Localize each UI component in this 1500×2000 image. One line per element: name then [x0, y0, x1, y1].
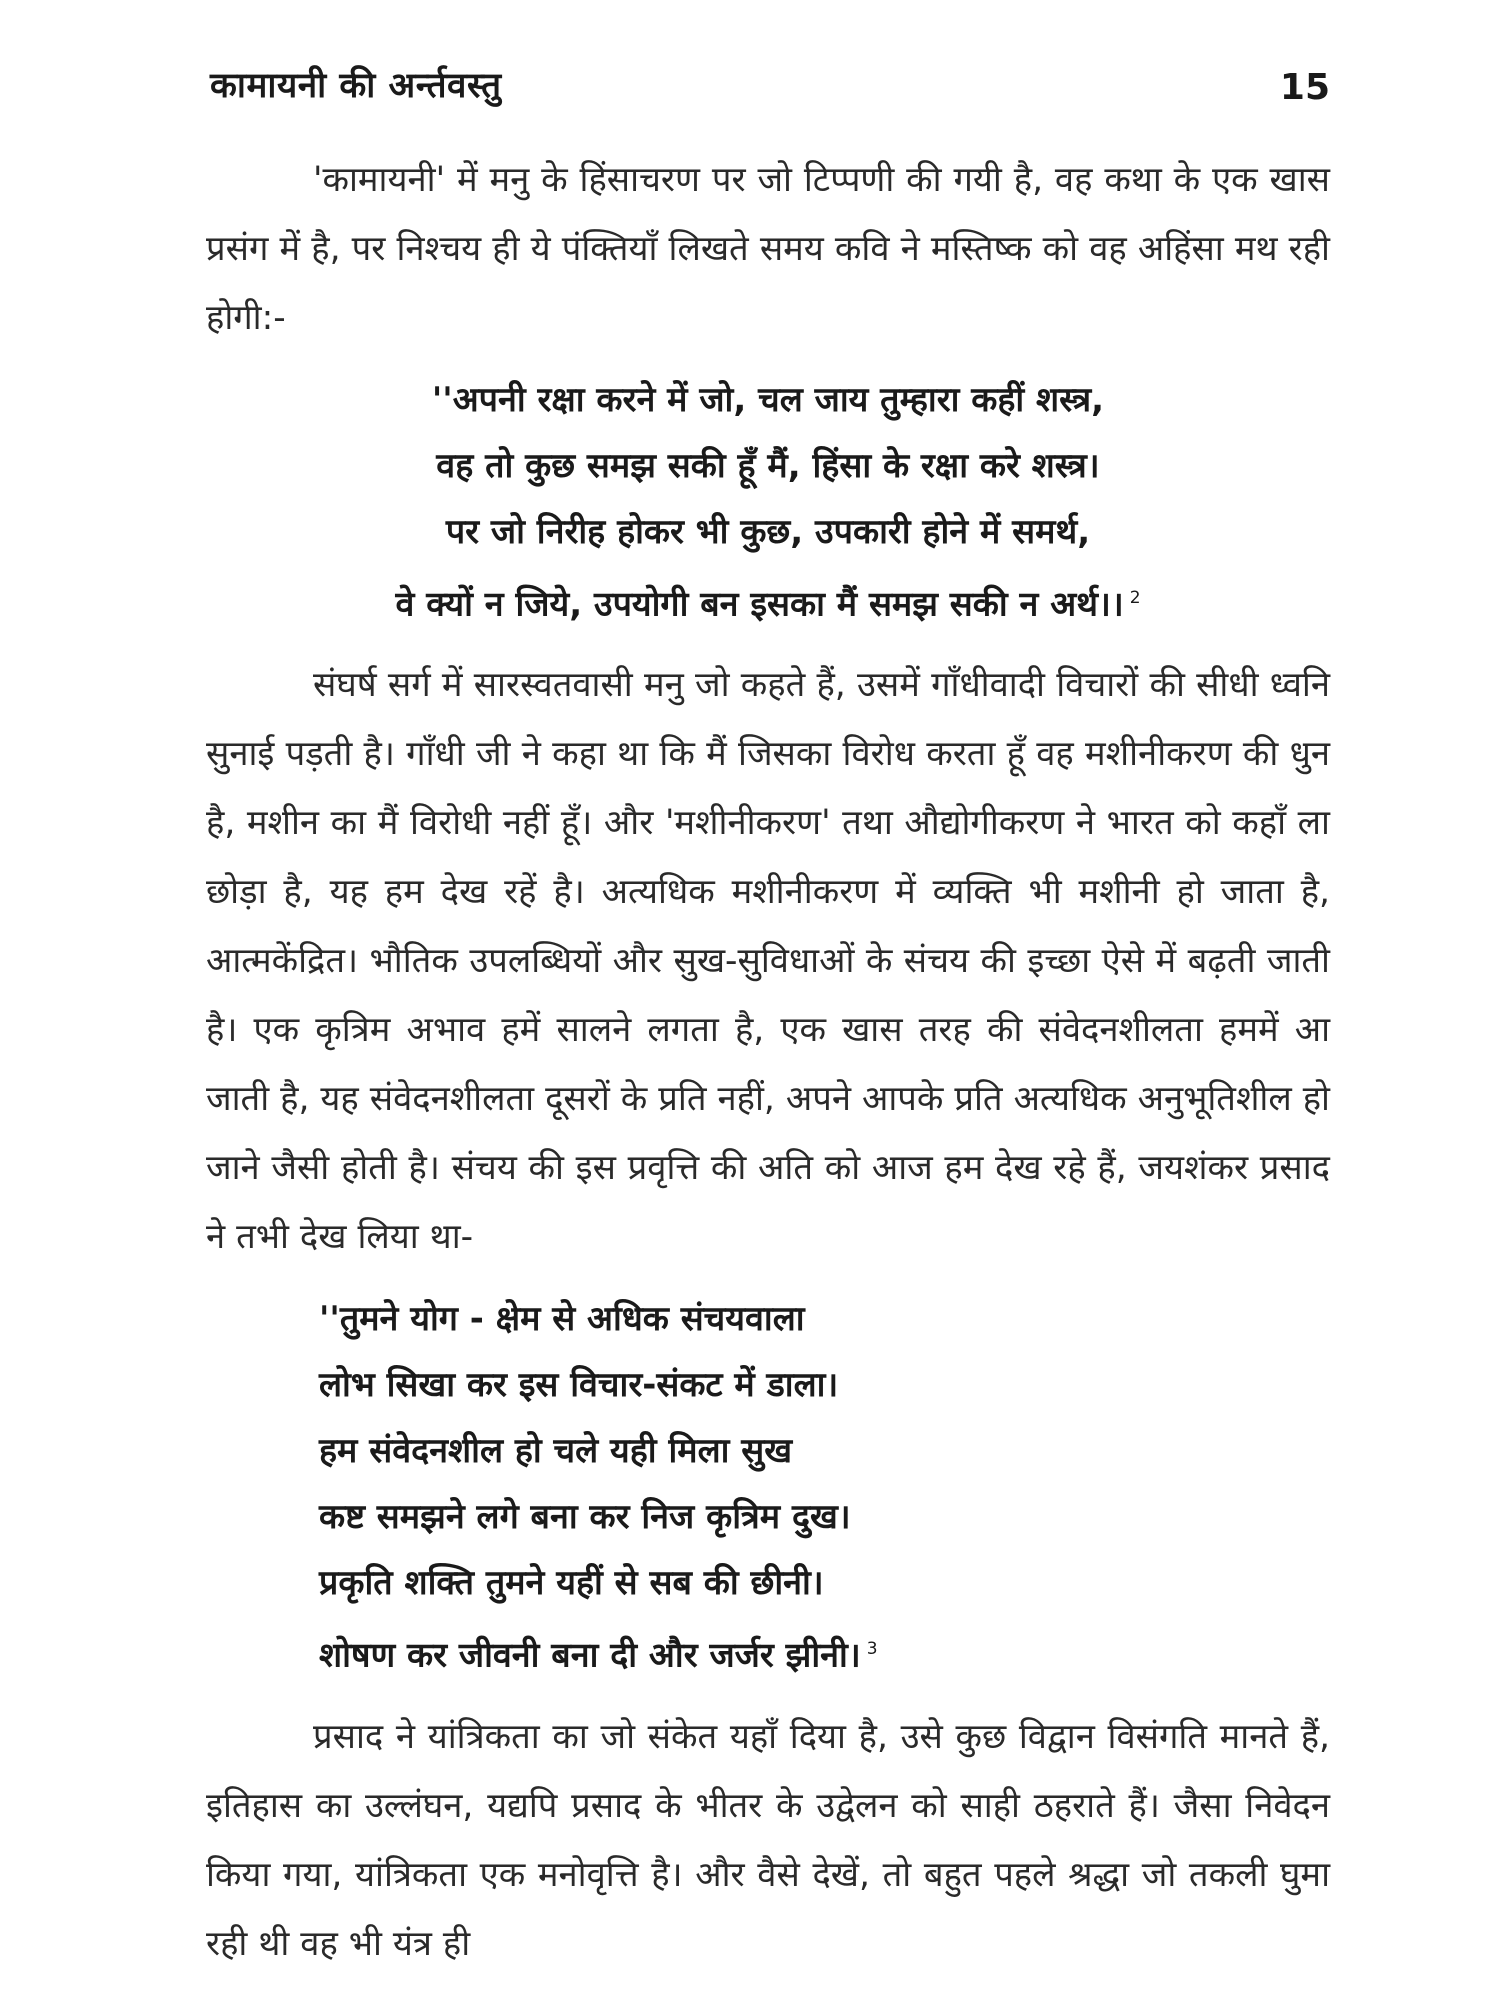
verse-line: प्रकृति शक्ति तुमने यहीं से सब की छीनी।	[319, 1563, 824, 1604]
paragraph-2: संघर्ष सर्ग में सारस्वतवासी मनु जो कहते हैं, उसमें गाँधीवादी विचारों की सीधी ध्वनि सुनाई पड़ती है। गाँधी जी ने कहा था कि मैं जिसका विरोध करता हूँ वह मशीनीकरण की धुन है, मशीन का मैं विरोधी नहीं हूँ। और 'मशीनीकरण' तथा औद्योगीकरण ने भारत को कहाँ ला छोड़ा है, यह हम देख रहें है। अत्यधिक मशीनीकरण में व्यक्ति भी मशीनी हो जाता है, आत्मकेंद्रित। भौतिक उपलब्धियों और सुख-सुविधाओं के संचय की इच्छा ऐसे में बढ़ती जाती है। एक कृत्रिम अभाव हमें सालने लगता है, एक खास तरह की संवेदनशीलता हममें आ जाती है, यह संवेदनशीलता दूसरों के प्रति नहीं, अपने आपके प्रति अत्यधिक अनुभूतिशील हो जाने जैसी होती है। संचय की इस प्रवृत्ति की अति को आज हम देख रहे हैं, जयशंकर प्रसाद ने तभी देख लिया था-	[206, 665, 1330, 1258]
verse-line: वह तो कुछ समझ सकी हूँ मैं, हिंसा के रक्षा करे शस्त्र।	[436, 446, 1100, 486]
verse-quote-1	[206, 367, 1330, 637]
footnote-ref: 2	[1129, 588, 1141, 608]
verse-line-text: वे क्यों न जिये, उपयोगी बन इसका मैं समझ सकी न अर्थ।।	[395, 584, 1124, 625]
verse-quote-2	[206, 1286, 1330, 1688]
running-title: कामायनी की अर्न्तवस्तु	[210, 66, 502, 106]
footnote-ref: 3	[866, 1639, 878, 1660]
verse-line-text: शोषण कर जीवनी बना दी और जर्जर झीनी।	[319, 1635, 861, 1676]
verse-line-last	[206, 565, 1330, 637]
verse-line-last	[319, 1616, 1330, 1688]
page-header	[210, 58, 1330, 108]
verse-line: ''तुमने योग - क्षेम से अधिक संचयवाला	[319, 1299, 805, 1340]
verse-line: कष्ट समझने लगे बना कर निज कृत्रिम दुख।	[319, 1497, 851, 1538]
page-body	[206, 146, 1330, 1979]
paragraph-1: 'कामायनी' में मनु के हिंसाचरण पर जो टिप्पणी की गयी है, वह कथा के एक खास प्रसंग में है, पर निश्चय ही ये पंक्तियाँ लिखते समय कवि ने मस्तिष्क को वह अहिंसा मथ रही होगी:-	[206, 160, 1330, 338]
verse-line: हम संवेदनशील हो चले यही मिला सुख	[319, 1431, 793, 1472]
verse-line: पर जो निरीह होकर भी कुछ, उपकारी होने में समर्थ,	[445, 512, 1091, 552]
verse-line: ''अपनी रक्षा करने में जो, चल जाय तुम्हारा कहीं शस्त्र,	[431, 380, 1105, 420]
verse-line: लोभ सिखा कर इस विचार-संकट में डाला।	[319, 1365, 839, 1406]
paragraph-3: प्रसाद ने यांत्रिकता का जो संकेत यहाँ दिया है, उसे कुछ विद्वान विसंगति मानते हैं, इतिहास का उल्लंघन, यद्यपि प्रसाद के भीतर के उद्वेलन को साही ठहराते हैं। जैसा निवेदन किया गया, यांत्रिकता एक मनोवृत्ति है। और वैसे देखें, तो बहुत पहले श्रद्धा जो तकली घुमा रही थी वह भी यंत्र ही	[206, 1716, 1330, 1964]
page-number: 15	[1279, 67, 1330, 108]
